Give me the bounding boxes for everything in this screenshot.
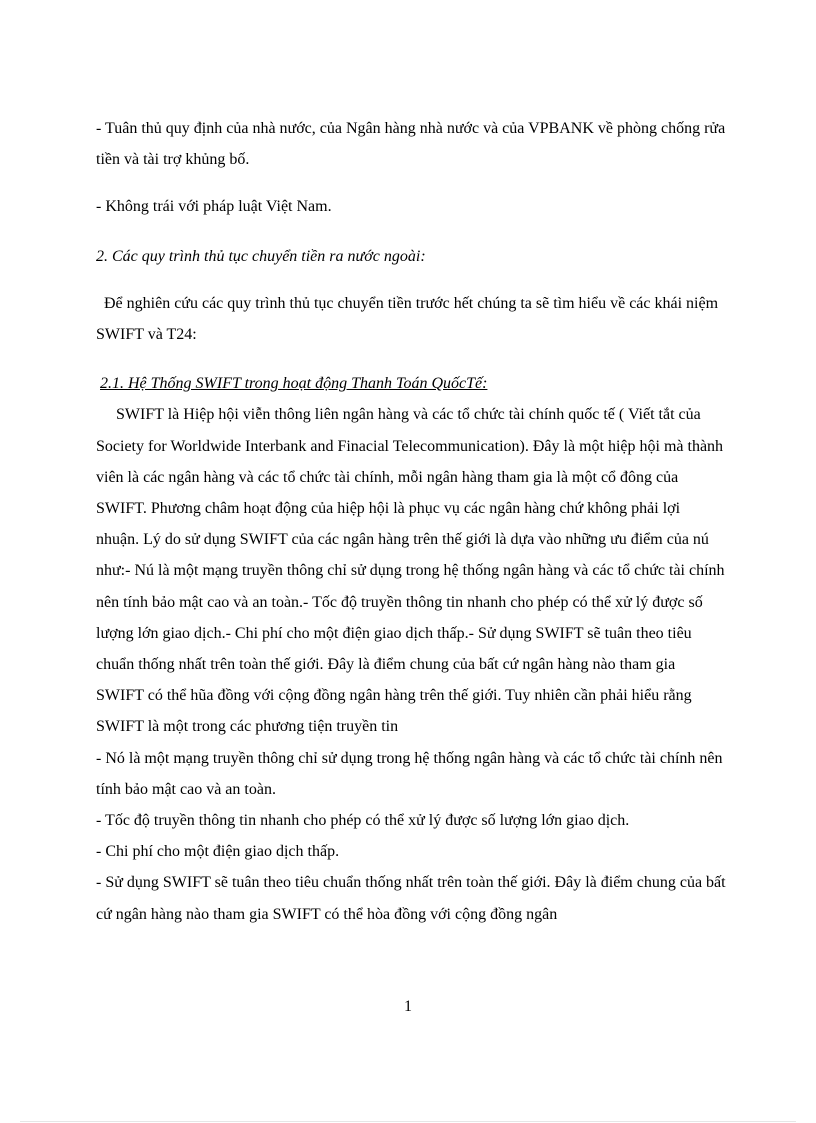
list-item: - Tốc độ truyền thông tin nhanh cho phép có thể xử lý được số lượng lớn giao dịch. (96, 812, 630, 830)
list-item: - Sử dụng SWIFT sẽ tuân theo tiêu chuẩn thống nhất trên toàn thế giới. Đây là điểm chung của bất cứ ngân hàng nào tham gia SWIFT có thể hòa đồng với cộng đồng ngân (96, 874, 726, 923)
section-heading-2-1: 2.1. Hệ Thống SWIFT trong hoạt động Thanh Toán QuốcTế: (100, 375, 488, 393)
paragraph-compliance: - Tuân thủ quy định của nhà nước, của Ngân hàng nhà nước và của VPBANK về phòng chống rửa tiền và tài trợ khủng bố. (96, 120, 726, 169)
page-number: 1 (404, 998, 412, 1015)
paragraph-intro: Để nghiên cứu các quy trình thủ tục chuyển tiền trước hết chúng ta sẽ tìm hiểu về các khái niệm SWIFT và T24: (96, 294, 719, 344)
list-item: - Nó là một mạng truyền thông chỉ sử dụng trong hệ thống ngân hàng và các tổ chức tài chính nên tính bảo mật cao và an toàn. (96, 749, 723, 798)
list-item: - Chi phí cho một điện giao dịch thấp. (96, 843, 340, 861)
page-bottom-divider (20, 1121, 796, 1122)
section-heading-2: 2. Các quy trình thủ tục chuyển tiền ra nước ngoài: (96, 247, 426, 265)
paragraph-law: - Không trái với pháp luật Việt Nam. (96, 198, 332, 216)
page-content (96, 113, 726, 930)
paragraph-swift: SWIFT là Hiệp hội viễn thông liên ngân hàng và các tổ chức tài chính quốc tế ( Viết tắt của Society for Worldwide Interbank and Finacial Telecommunication). Đây là một hiệp hội mà thành viên là các ngân hàng và các tổ chức tài chính, mỗi ngân hàng tham gia là một cổ đông của SWIFT. Phương châm hoạt động của hiệp hội là phục vụ các ngân hàng chứ không phải lợi nhuận. Lý do sử dụng SWIFT của các ngân hàng trên thế giới là dựa vào những ưu điểm của nú như:- Nú là một mạng truyền thông chỉ sử dụng trong hệ thống ngân hàng và các tổ chức tài chính nên tính bảo mật cao và an toàn.- Tốc độ truyền thông tin nhanh cho phép có thể xử lý được số lượng lớn giao dịch.- Chi phí cho một điện giao dịch thấp.- Sử dụng SWIFT sẽ tuân theo tiêu chuẩn thống nhất trên toàn thế giới. Đây là điểm chung của bất cứ ngân hàng nào tham gia SWIFT có thể hũa đồng với cộng đồng ngân hàng trên thế giới. Tuy nhiên cần phải hiểu rằng SWIFT là một trong các phương tiện truyền tin (96, 406, 725, 736)
